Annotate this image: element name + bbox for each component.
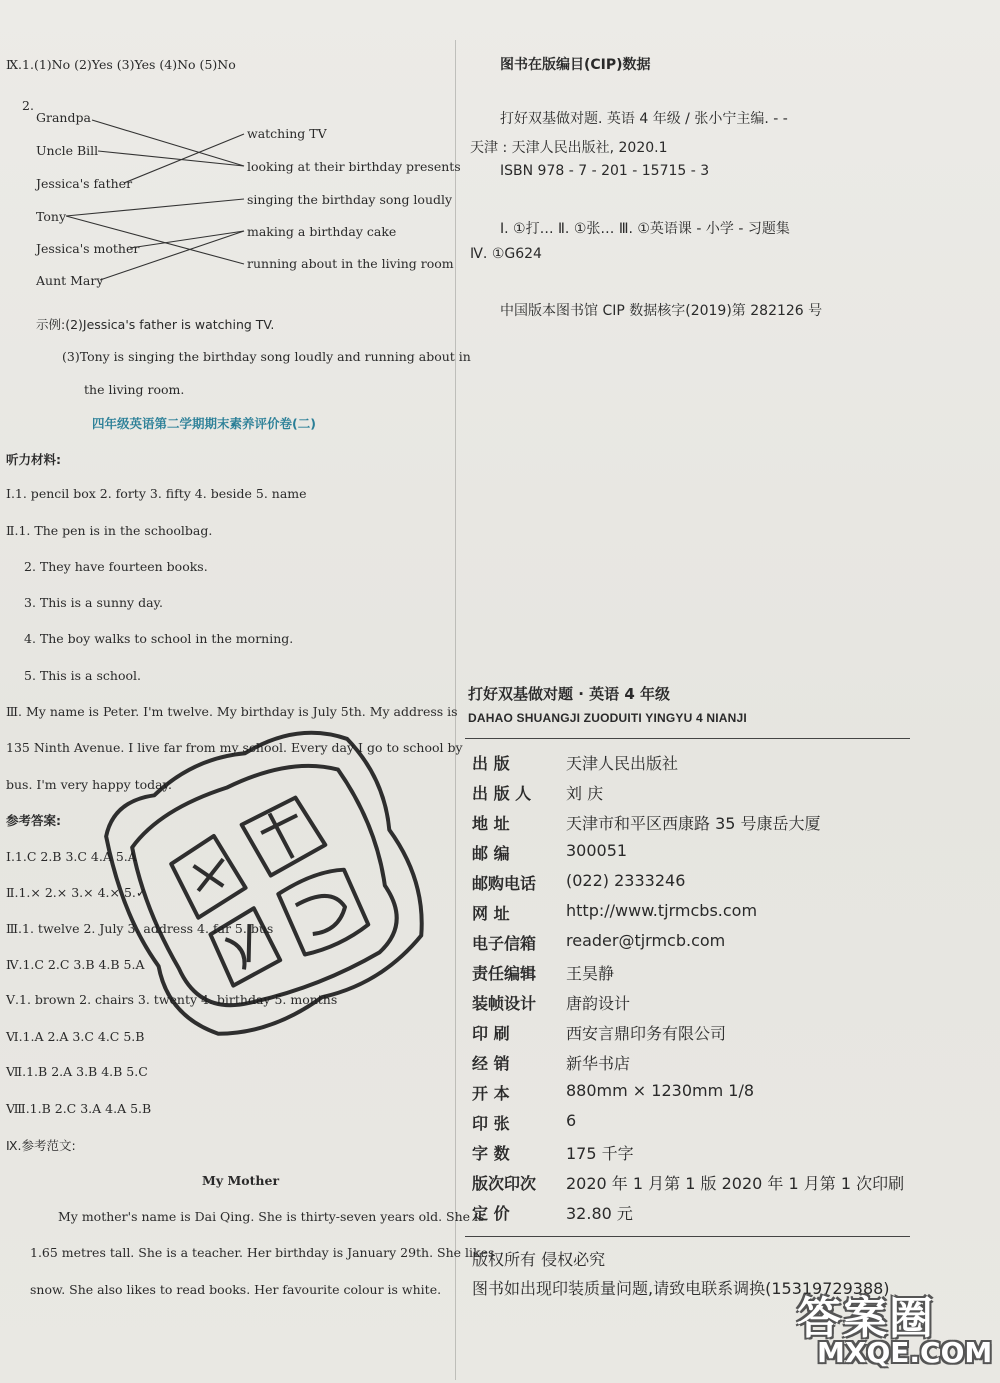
- info-value: 西安言鼎印务有限公司: [566, 1024, 727, 1043]
- info-value: (022) 2333246: [566, 871, 686, 890]
- info-key: 定 价: [472, 1204, 510, 1223]
- info-value: 300051: [566, 841, 628, 860]
- cip-line-6: 中国版本图书馆 CIP 数据核字(2019)第 282126 号: [500, 303, 823, 319]
- listening-line-0: Ⅰ.1. pencil box 2. forty 3. fifty 4. beside 5. name: [6, 486, 307, 501]
- info-key: 装帧设计: [472, 994, 537, 1013]
- info-key: 地 址: [472, 814, 510, 833]
- cip-line-3: ISBN 978 - 7 - 201 - 15715 - 3: [500, 163, 710, 179]
- match-left-0: Grandpa: [36, 110, 91, 125]
- info-value: 天津人民出版社: [566, 754, 679, 773]
- answer-line-0: Ⅰ.1.C 2.B 3.C 4.A 5.A: [6, 849, 137, 864]
- info-key: 经 销: [472, 1054, 510, 1073]
- match-left-1: Uncle Bill: [36, 143, 99, 158]
- info-value: reader@tjrmcb.com: [566, 931, 726, 950]
- info-value: 6: [566, 1111, 577, 1130]
- info-row-publisher-person: [472, 781, 912, 811]
- info-row-website: [472, 901, 912, 931]
- info-row-edition: [472, 1171, 912, 1201]
- info-key: 出 版: [472, 754, 510, 773]
- info-row-postcode: [472, 841, 912, 871]
- watermark-logo: [797, 1282, 993, 1377]
- essay-heading: Ⅸ.参考范文:: [6, 1138, 76, 1153]
- answer-line-6: Ⅶ.1.B 2.A 3.B 4.B 5.C: [6, 1064, 148, 1079]
- passage-line-1: Ⅲ. My name is Peter. I'm twelve. My birthday is July 5th. My address is: [6, 704, 458, 719]
- info-key: 邮购电话: [472, 874, 537, 893]
- example-sentence-1: 示例:(2)Jessica's father is watching TV.: [36, 317, 275, 332]
- example-sentence-2b: the living room.: [84, 382, 185, 397]
- listening-line-4: 4. The boy walks to school in the morning.: [24, 631, 294, 646]
- info-row-publisher: [472, 751, 912, 781]
- ix-answers: Ⅸ.1.(1)No (2)Yes (3)Yes (4)No (5)No: [6, 57, 236, 72]
- match-right-4: running about in the living room: [247, 256, 454, 271]
- watermark-url: MXQE.COM: [817, 1336, 993, 1369]
- cip-line-5: Ⅳ. ①G624: [470, 246, 542, 262]
- info-key: 字 数: [472, 1144, 510, 1163]
- essay-title: My Mother: [202, 1173, 280, 1188]
- rule-bottom: [465, 1236, 910, 1237]
- copyright-notice: 版权所有 侵权必究: [472, 1250, 606, 1269]
- essay-line-2: snow. She also likes to read books. Her favourite colour is white.: [30, 1282, 442, 1297]
- info-value: 唐韵设计: [566, 994, 631, 1013]
- match-left-2: Jessica's father: [36, 176, 133, 191]
- info-row-wordcount: [472, 1141, 912, 1171]
- match-left-4: Jessica's mother: [36, 241, 140, 256]
- book-title-pinyin: DAHAO SHUANGJI ZUODUITI YINGYU 4 NIANJI: [468, 711, 747, 725]
- essay-line-1: 1.65 metres tall. She is a teacher. Her birthday is January 29th. She likes: [30, 1245, 495, 1260]
- rule-top: [465, 738, 910, 739]
- matching-number: 2.: [22, 98, 34, 113]
- listening-heading: 听力材料:: [6, 452, 61, 467]
- listening-line-3: 3. This is a sunny day.: [24, 595, 163, 610]
- info-value: 新华书店: [566, 1054, 631, 1073]
- info-key: 网 址: [472, 904, 510, 923]
- info-row-editor: [472, 961, 912, 991]
- cip-title: 图书在版编目(CIP)数据: [500, 57, 651, 73]
- info-key: 邮 编: [472, 844, 510, 863]
- info-value: 32.80 元: [566, 1204, 633, 1223]
- info-value: 2020 年 1 月第 1 版 2020 年 1 月第 1 次印刷: [566, 1174, 905, 1193]
- example-sentence-2a: (3)Tony is singing the birthday song loudly and running about in: [62, 349, 471, 364]
- info-row-address: [472, 811, 912, 841]
- watermark-text: 答案圈: [797, 1293, 935, 1344]
- info-value: 刘 庆: [566, 784, 604, 803]
- info-value: 天津市和平区西康路 35 号康岳大厦: [566, 814, 821, 833]
- book-title: 打好双基做对题 · 英语 4 年级: [468, 685, 671, 703]
- info-key: 印 张: [472, 1114, 510, 1133]
- listening-line-5: 5. This is a school.: [24, 668, 141, 683]
- info-key: 责任编辑: [472, 964, 537, 983]
- match-right-3: making a birthday cake: [247, 224, 397, 239]
- quality-notice: 图书如出现印装质量问题,请致电联系调换(15319729388): [472, 1279, 890, 1298]
- listening-line-1: Ⅱ.1. The pen is in the schoolbag.: [6, 523, 213, 538]
- cip-line-4: Ⅰ. ①打… Ⅱ. ①张… Ⅲ. ①英语课 - 小学 - 习题集: [500, 221, 790, 237]
- answers-heading: 参考答案:: [6, 813, 61, 828]
- essay-line-0: My mother's name is Dai Qing. She is thirty-seven years old. She is: [58, 1209, 485, 1224]
- info-key: 出 版 人: [472, 784, 532, 803]
- match-right-2: singing the birthday song loudly: [247, 192, 453, 207]
- info-value: 880mm × 1230mm 1/8: [566, 1081, 755, 1100]
- cip-line-2: 天津 : 天津人民出版社, 2020.1: [470, 140, 668, 156]
- info-key: 印 刷: [472, 1024, 510, 1043]
- info-row-email: [472, 931, 912, 961]
- info-key: 版次印次: [472, 1174, 537, 1193]
- info-row-format: [472, 1081, 912, 1111]
- match-right-0: watching TV: [247, 126, 327, 141]
- info-row-sheets: [472, 1111, 912, 1141]
- section-title: 四年级英语第二学期期末素养评价卷(二): [92, 416, 316, 431]
- info-row-printer: [472, 1021, 912, 1051]
- info-value: 王昊静: [566, 964, 615, 983]
- answer-line-4: Ⅴ.1. brown 2. chairs 3. twenty 4. birthday 5. months: [6, 992, 338, 1007]
- match-left-3: Tony: [36, 209, 67, 224]
- info-key: 电子信箱: [472, 934, 537, 953]
- listening-line-2: 2. They have fourteen books.: [24, 559, 208, 574]
- info-row-design: [472, 991, 912, 1021]
- info-value: http://www.tjrmcbs.com: [566, 901, 758, 920]
- cip-line-1: 打好双基做对题. 英语 4 年级 / 张小宁主编. - -: [500, 111, 788, 127]
- answer-line-5: Ⅵ.1.A 2.A 3.C 4.C 5.B: [6, 1029, 145, 1044]
- answer-line-3: Ⅳ.1.C 2.C 3.B 4.B 5.A: [6, 957, 145, 972]
- info-row-distributor: [472, 1051, 912, 1081]
- answer-line-7: Ⅷ.1.B 2.C 3.A 4.A 5.B: [6, 1101, 152, 1116]
- info-row-price: [472, 1201, 912, 1231]
- answer-line-1: Ⅱ.1.× 2.× 3.× 4.× 5.✓: [6, 885, 147, 900]
- passage-line-2: 135 Ninth Avenue. I live far from my school. Every day I go to school by: [6, 740, 463, 755]
- match-right-1: looking at their birthday presents: [247, 159, 461, 174]
- info-key: 开 本: [472, 1084, 510, 1103]
- info-row-phone: [472, 871, 912, 901]
- match-left-5: Aunt Mary: [36, 273, 104, 288]
- info-value: 175 千字: [566, 1144, 634, 1163]
- answer-line-2: Ⅲ.1. twelve 2. July 3. address 4. far 5. bus: [6, 921, 274, 936]
- passage-line-3: bus. I'm very happy today.: [6, 777, 173, 792]
